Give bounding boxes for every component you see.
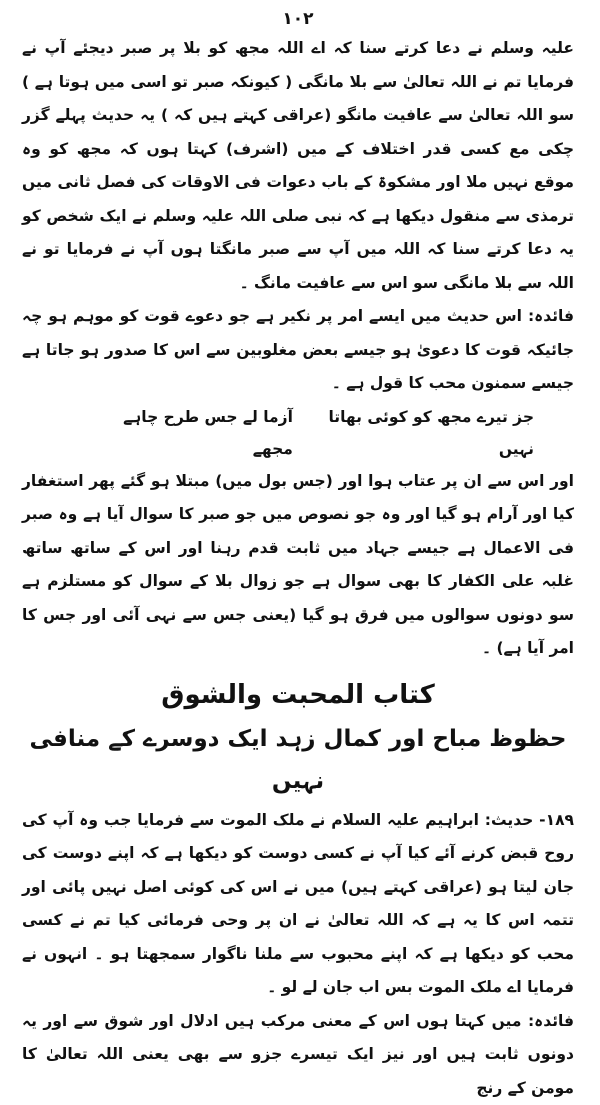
section-title: حظوظ مباح اور کمال زہد ایک دوسرے کے منافی نہیں [22,718,574,802]
paragraph-4 [22,1005,574,1105]
chapter-title: کتاب المحبت والشوق [22,672,574,718]
verse-right: جز تیرے مجھ کو کوئی بھاتا نہیں [293,401,534,465]
paragraph-2 [22,300,574,401]
paragraph-2-text: اس حدیث میں ایسے امر پر نکیر ہے جو دعوے قوت کو موہم ہو چہ جائیکہ قوت کا دعویٰ ہو جیسے بعض مغلوبین سے اس کا صدور ہو جاتا ہے جیسے سمنون محب کا قول ہے ۔ [22,307,574,392]
page-number: ١٠٢ [22,6,574,32]
benefit-label: فائدہ: [528,307,574,325]
hadith-text: ابراہیم علیہ السلام نے ملک الموت سے فرمایا جب وہ آپ کی روح قبض کرنے آئے کیا آپ نے کسی دوست کو دیکھا ہے کہ اپنے دوست کی جان لیتا ہو (عراقی کہتے ہیں) میں نے اس کی کوئی اصل نہیں پائی اور تتمہ اس کا یہ ہے کہ اللہ تعالیٰ نے ان پر وحی فرمائی کیا تم نے کسی محب کو دیکھا ہے کہ اپنے محبوب سے ملنا ناگوار سمجھتا ہو ۔ انہوں نے فرمایا اے ملک الموت بس اب جان لے لو ۔ [22,811,574,997]
paragraph-3: اور اس سے ان پر عتاب ہوا اور (جس بول میں) مبتلا ہو گئے پھر استغفار کیا اور آرام ہو گیا اور وہ جو نصوص میں جو صبر کا سوال آیا ہے وہ صبر فی الاعمال ہے جیسے جہاد میں ثابت قدم رہنا اور اس کے ساتھ ساتھ غلبہ علی الکفار کا بھی سوال ہے جو زوال بلا کے سوال کو مستلزم ہے سو دونوں سوالوں میں فرق ہو گیا (یعنی جس سے نہی آئی اور جس کا امر آیا ہے) ۔ [22,465,574,666]
hadith-paragraph [22,804,574,1005]
verse-couplet [22,401,574,465]
verse-left: آزما لے جس طرح چاہے مجھے [82,401,293,465]
paragraph-4-text: میں کہتا ہوں اس کے معنی مرکب ہیں ادلال اور شوق سے اور یہ دونوں ثابت ہیں اور نیز ایک تیسرے جزو سے بھی یعنی اللہ تعالیٰ کا مومن کے رنج [22,1012,574,1097]
benefit-label-2: فائدہ: [528,1012,574,1030]
paragraph-1: علیہ وسلم نے دعا کرتے سنا کہ اے اللہ مجھ کو بلا پر صبر دیجئے آپ نے فرمایا تم نے اللہ تعالیٰ سے بلا مانگی ( کیونکہ صبر تو اسی میں ہوتا ہے ) سو اللہ تعالیٰ سے عافیت مانگو (عراقی کہتے ہیں کہ ) یہ حدیث پہلے گزر چکی مع کسی قدر اختلاف کے میں (اشرف) کہتا ہوں کہ مجھ کو وہ موقع نہیں ملا اور مشکوۃ کے باب دعوات فی الاوقات کی فصل ثانی میں ترمذی سے منقول دیکھا ہے کہ نبی صلی اللہ علیہ وسلم نے ایک شخص کو یہ دعا کرتے سنا کہ اللہ میں آپ سے صبر مانگتا ہوں آپ نے فرمایا تو نے اللہ سے بلا مانگی سو اس سے عافیت مانگ ۔ [22,32,574,300]
hadith-label: ١٨٩- حدیث: [485,811,574,829]
